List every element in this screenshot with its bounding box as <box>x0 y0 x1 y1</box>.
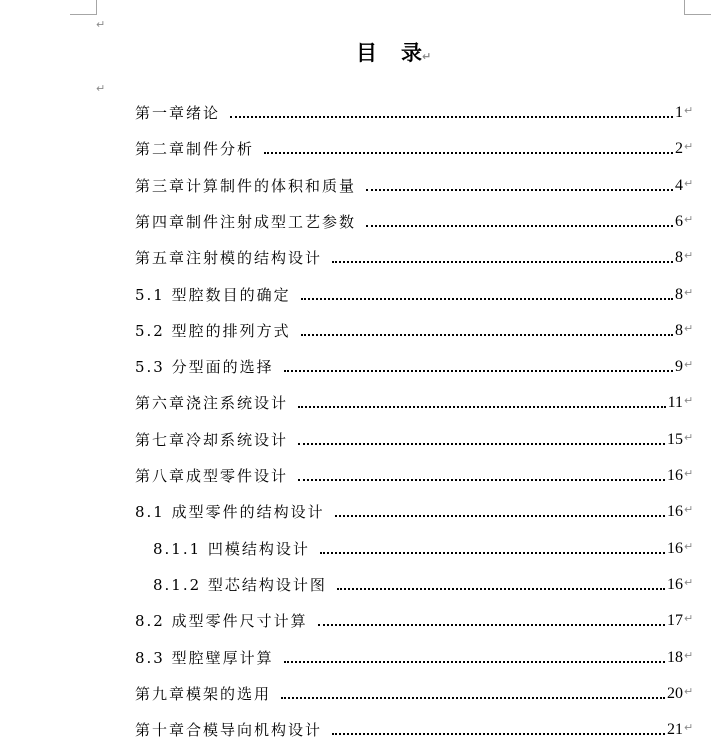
toc-entry-page: 20 <box>667 684 683 702</box>
toc-entry-page: 8 <box>675 321 683 339</box>
toc-entry-page: 9 <box>675 358 683 376</box>
paragraph-mark: ↵ <box>684 612 694 626</box>
toc-entry[interactable] <box>135 644 694 668</box>
toc-entry-title: 第十章合模导向机构设计 <box>135 721 323 740</box>
toc-entry[interactable] <box>135 716 694 740</box>
toc-dot-leader <box>335 515 665 517</box>
toc-entry-title: 5.3 分型面的选择 <box>135 358 274 377</box>
paragraph-mark: ↵ <box>684 430 694 444</box>
toc-entry-page: 1 <box>675 104 683 121</box>
toc-entry-title: 第四章制件注射成型工艺参数 <box>135 212 357 231</box>
toc-entry-page: 15 <box>667 430 683 448</box>
toc-dot-leader <box>298 479 665 481</box>
toc-entry-title: 8.2 成型零件尺寸计算 <box>135 612 308 631</box>
paragraph-mark: ↵ <box>684 539 694 553</box>
toc-entry-page: 8 <box>675 249 683 267</box>
toc-entry-title: 第六章浇注系统设计 <box>135 394 289 413</box>
toc-dot-leader <box>284 661 665 663</box>
toc-entry[interactable] <box>153 535 694 559</box>
toc-entry-page: 8 <box>675 285 683 303</box>
toc-title <box>356 37 431 67</box>
toc-entry-page: 16 <box>667 503 683 521</box>
toc-dot-leader <box>320 552 665 554</box>
toc-entry-page: 2 <box>675 140 683 158</box>
paragraph-mark: ↵ <box>684 394 694 408</box>
toc-dot-leader <box>301 298 673 300</box>
toc-dot-leader <box>318 624 665 626</box>
toc-dot-leader <box>298 443 665 445</box>
toc-entry-page: 18 <box>667 648 683 666</box>
paragraph-mark: ↵ <box>684 176 694 190</box>
toc-entry-title: 8.1.1 凹模结构设计 <box>153 539 310 558</box>
toc-entry[interactable] <box>135 680 694 704</box>
toc-entry-page: 21 <box>667 721 683 739</box>
toc-entry[interactable] <box>135 317 694 341</box>
toc-entry[interactable] <box>135 353 694 377</box>
toc-dot-leader <box>366 189 673 191</box>
toc-title-part1: 目 <box>356 41 377 65</box>
toc-entry-title: 第八章成型零件设计 <box>135 467 289 485</box>
toc-entry[interactable] <box>135 208 694 232</box>
toc-dot-leader <box>337 588 665 590</box>
toc-entry-title: 5.2 型腔的排列方式 <box>135 321 291 340</box>
toc-dot-leader <box>332 733 665 735</box>
paragraph-mark: ↵ <box>684 648 694 662</box>
paragraph-mark: ↵ <box>684 249 694 263</box>
toc-dot-leader <box>301 334 673 336</box>
toc-dot-leader <box>366 225 673 227</box>
toc-entry[interactable] <box>135 135 694 159</box>
paragraph-mark: ↵ <box>684 358 694 372</box>
paragraph-mark: ↵ <box>684 721 694 735</box>
toc-entry-title: 8.1.2 型芯结构设计图 <box>153 575 327 594</box>
page-corner-mark-top-left <box>70 0 97 15</box>
paragraph-mark: ↵ <box>684 104 694 117</box>
paragraph-mark: ↵ <box>684 684 694 698</box>
toc-entry[interactable] <box>135 172 694 196</box>
page-corner-mark-top-right <box>684 0 711 15</box>
toc-entry-page: 16 <box>667 575 683 593</box>
toc-entry-title: 第二章制件分析 <box>135 140 255 159</box>
toc-title-part2: 录 <box>401 41 422 65</box>
toc-entry[interactable] <box>135 607 694 631</box>
toc-entry-page: 16 <box>667 539 683 557</box>
toc-entry-page: 6 <box>675 212 683 230</box>
toc-entry[interactable] <box>153 571 694 595</box>
paragraph-mark: ↵ <box>684 575 694 589</box>
toc-entry-page: 16 <box>667 467 683 484</box>
paragraph-mark: ↵ <box>684 140 694 154</box>
toc-dot-leader <box>264 152 673 154</box>
paragraph-mark: ↵ <box>684 467 694 480</box>
paragraph-mark: ↵ <box>684 321 694 335</box>
toc-dot-leader <box>281 697 665 699</box>
paragraph-mark: ↵ <box>684 285 694 299</box>
paragraph-mark: ↵ <box>684 503 694 517</box>
toc-entry-title: 第三章计算制件的体积和质量 <box>135 176 357 195</box>
toc-entry-title: 第一章绪论 <box>135 104 221 122</box>
toc-entry-title: 5.1 型腔数目的确定 <box>135 285 291 304</box>
paragraph-mark: ↵ <box>684 212 694 226</box>
toc-dot-leader <box>284 370 673 372</box>
toc-entry-page: 17 <box>667 612 683 630</box>
toc-entry[interactable] <box>135 281 694 305</box>
toc-entry[interactable] <box>135 244 694 268</box>
toc-entry[interactable] <box>135 498 694 522</box>
toc-dot-leader <box>298 406 666 408</box>
paragraph-mark: ↵ <box>96 82 106 95</box>
toc-dot-leader <box>230 116 673 118</box>
toc-entry-page: 4 <box>675 176 683 194</box>
toc-entry-title: 8.3 型腔壁厚计算 <box>135 648 274 667</box>
toc-dot-leader <box>332 261 673 263</box>
toc-entry[interactable] <box>135 426 694 450</box>
toc-entry-title: 第九章模架的选用 <box>135 684 272 703</box>
toc-entry-page: 11 <box>667 394 683 412</box>
toc-entry[interactable] <box>135 462 694 486</box>
toc-entry[interactable] <box>135 99 694 123</box>
toc-entry-title: 第七章冷却系统设计 <box>135 430 289 449</box>
paragraph-mark: ↵ <box>422 50 432 63</box>
toc-entry[interactable] <box>135 389 694 413</box>
toc-entry-title: 8.1 成型零件的结构设计 <box>135 503 325 522</box>
paragraph-mark: ↵ <box>96 18 106 31</box>
toc-entry-title: 第五章注射模的结构设计 <box>135 249 323 268</box>
